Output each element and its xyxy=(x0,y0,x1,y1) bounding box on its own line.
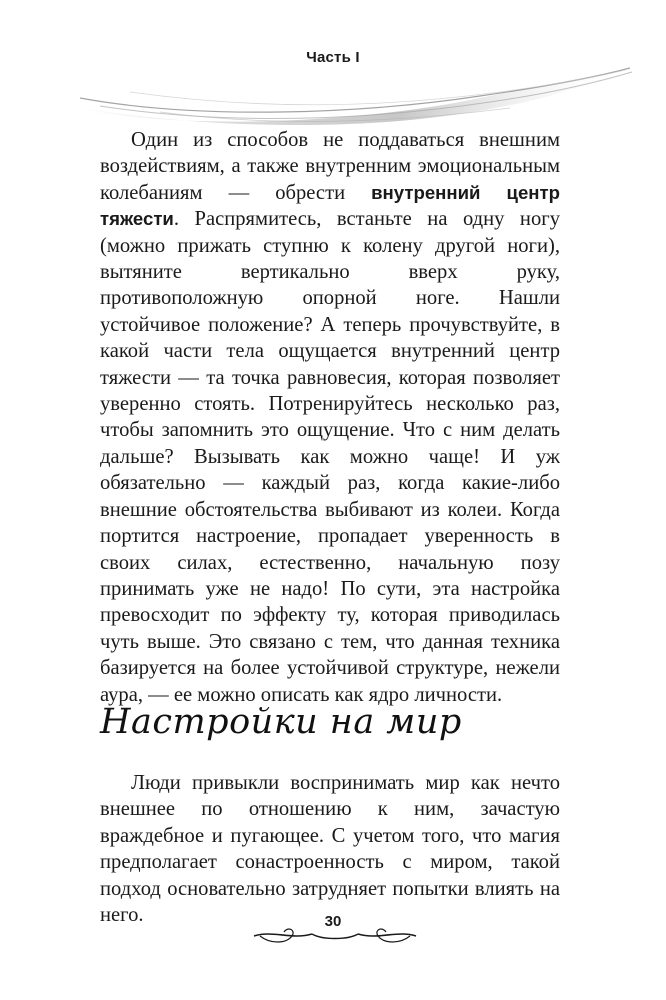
paragraph-1-bold-phrase: внутренний центр тяжести xyxy=(100,181,560,230)
running-header: Часть I xyxy=(306,49,360,66)
header-swoosh-ornament xyxy=(40,62,640,132)
page-number: 30 xyxy=(324,913,342,930)
paragraph-1-text-after-bold: . Распрямитесь, встаньте на одну ногу (можно прижать ступню к колену другой ноги), вытяните вертикально вверх руку, противоположную опорной ноге. Нашли устойчивое положение? А теперь прочувствуйте, в какой части тела ощущается внутренний центр тяжести — та точка равновесия, которая позволяет уверенно стоять. Потренируйтесь несколько раз, чтобы запомнить это ощущение. Что с ним делать дальше? Вызывать как можно чаще! И уж обязательно — каждый раз, когда какие-либо внешние обстоятельства выбивают из колеи. Когда портится настроение, пропадает уверенность в своих силах, естественно, начальную позу принимать уже не надо! По сути, эта настройка превосходит по эффекту ту, которая приводилась чуть выше. Это связано с тем, что данная техника базируется на более устойчивой структуре, нежели аура, — ее можно описать как ядро личности. xyxy=(100,208,560,706)
paragraph-1-text-before-bold: Один из способов не поддаваться внешним воздействиям, а также внутренним эмоциональным колебаниям — обрести xyxy=(100,129,560,204)
body-paragraph-1 xyxy=(100,127,560,708)
body-paragraph-2: Люди привыкли воспринимать мир как нечто внешнее по отношению к ним, зачастую враждебное и пугающее. С учетом того, что магия предполагает сонастроенность с миром, такой подход основательно затрудняет попытки влиять на него. xyxy=(100,772,560,927)
section-heading: Настройки на мир xyxy=(100,702,462,742)
